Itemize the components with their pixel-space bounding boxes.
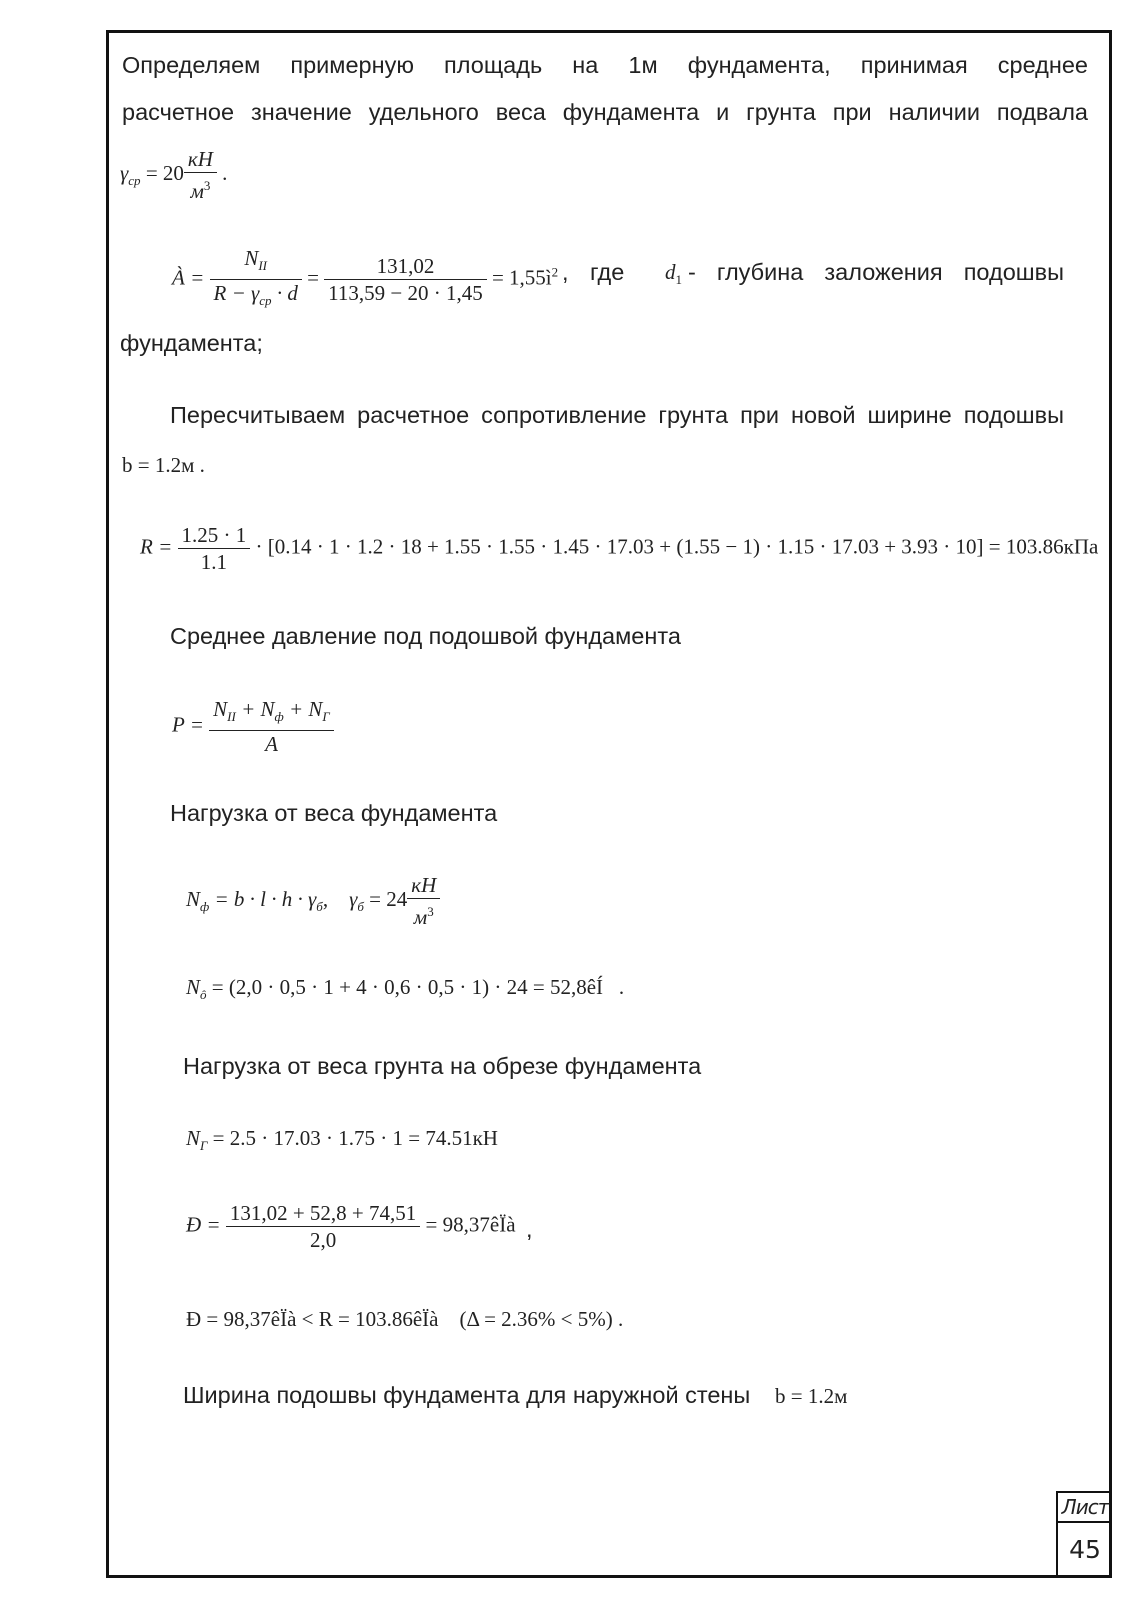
formula-pressure: P = $\frac{N_{II} + N_ф + N_Г}{A}$ [172,696,334,757]
paragraph-area-intro-line1: Определяем примерную площадь на 1м фундамента, принимая среднее [122,52,1088,78]
conclusion-width: Ширина подошвы фундамента для наружной стены [183,1382,751,1408]
formula-soil-resistance: R = $\frac{1.25 \cdot 1}{1.1}$ · [0.14 · 1 · 1.2 · 18 + 1.55 · 1.55 · 1.45 · 17.03 + (1.55 − 1) · 1.15 · 17.03 + 3.93 · 10] = 103.86кПа [140,523,1099,574]
sheet-label: Лист [1058,1493,1112,1523]
formula-area: À = $\frac{N_{II}}{R - \gamma_{ср} \cdot d}$ = $\frac{131,02}{113,59 - 20 \cdot 1,45}$ = $1,55ì^2$ [172,245,558,314]
formula-foundation-weight: $N_ф = b \cdot l \cdot h \cdot \gamma_б$, $\gamma_б = 24$ $\frac{кН}{м^3}$ [186,872,440,930]
where-word: где [590,259,625,285]
d1-symbol: $d_1$ [665,260,682,288]
paragraph-recalc: Пересчитываем расчетное сопротивление грунта при новой ширине подошвы [170,402,1064,428]
formula-soil-weight: $N_Г = 2.5 \cdot 17.03 \cdot 1.75 \cdot 1 = 74.51кН$ [186,1126,498,1154]
heading-mean-pressure: Среднее давление под подошвой фундамента [170,623,681,649]
formula-pressure-comparison: Ð = 98,37êÏà < R = 103.86êÏà (Δ = 2.36% < 5%) . [186,1307,624,1331]
formula-pressure-calc-comma: , [526,1216,533,1242]
width-b-value: b = 1.2м . [122,453,205,477]
conclusion-width-value: b = 1.2м [775,1384,848,1408]
sheet-stamp [1056,1491,1112,1578]
formula-pressure-calc: Ð = $\frac{131,02 + 52,8 + 74,51}{2,0}$ = 98,37êÏà [186,1201,516,1252]
d1-description-cont: фундамента; [120,330,263,356]
heading-soil-weight: Нагрузка от веса грунта на обрезе фундамента [183,1053,702,1079]
formula-area-comma: , [562,259,569,285]
formula-gamma-sr: $\gamma_{ср} = 20$ $\frac{кН}{м^3}$ . [120,147,228,203]
paragraph-area-intro-line2: расчетное значение удельного веса фундамента и грунта при наличии подвала [122,99,1088,125]
formula-foundation-weight-calc: $N_ô = (2,0 \cdot 0,5 \cdot 1 + 4 \cdot 0,6 \cdot 0,5 \cdot 1) \cdot 24$ = 52,8êÍ . [186,975,625,1003]
d1-description: - глубина заложения подошвы [688,259,1064,285]
heading-foundation-weight: Нагрузка от веса фундамента [170,800,498,826]
sheet-number: 45 [1069,1535,1101,1564]
